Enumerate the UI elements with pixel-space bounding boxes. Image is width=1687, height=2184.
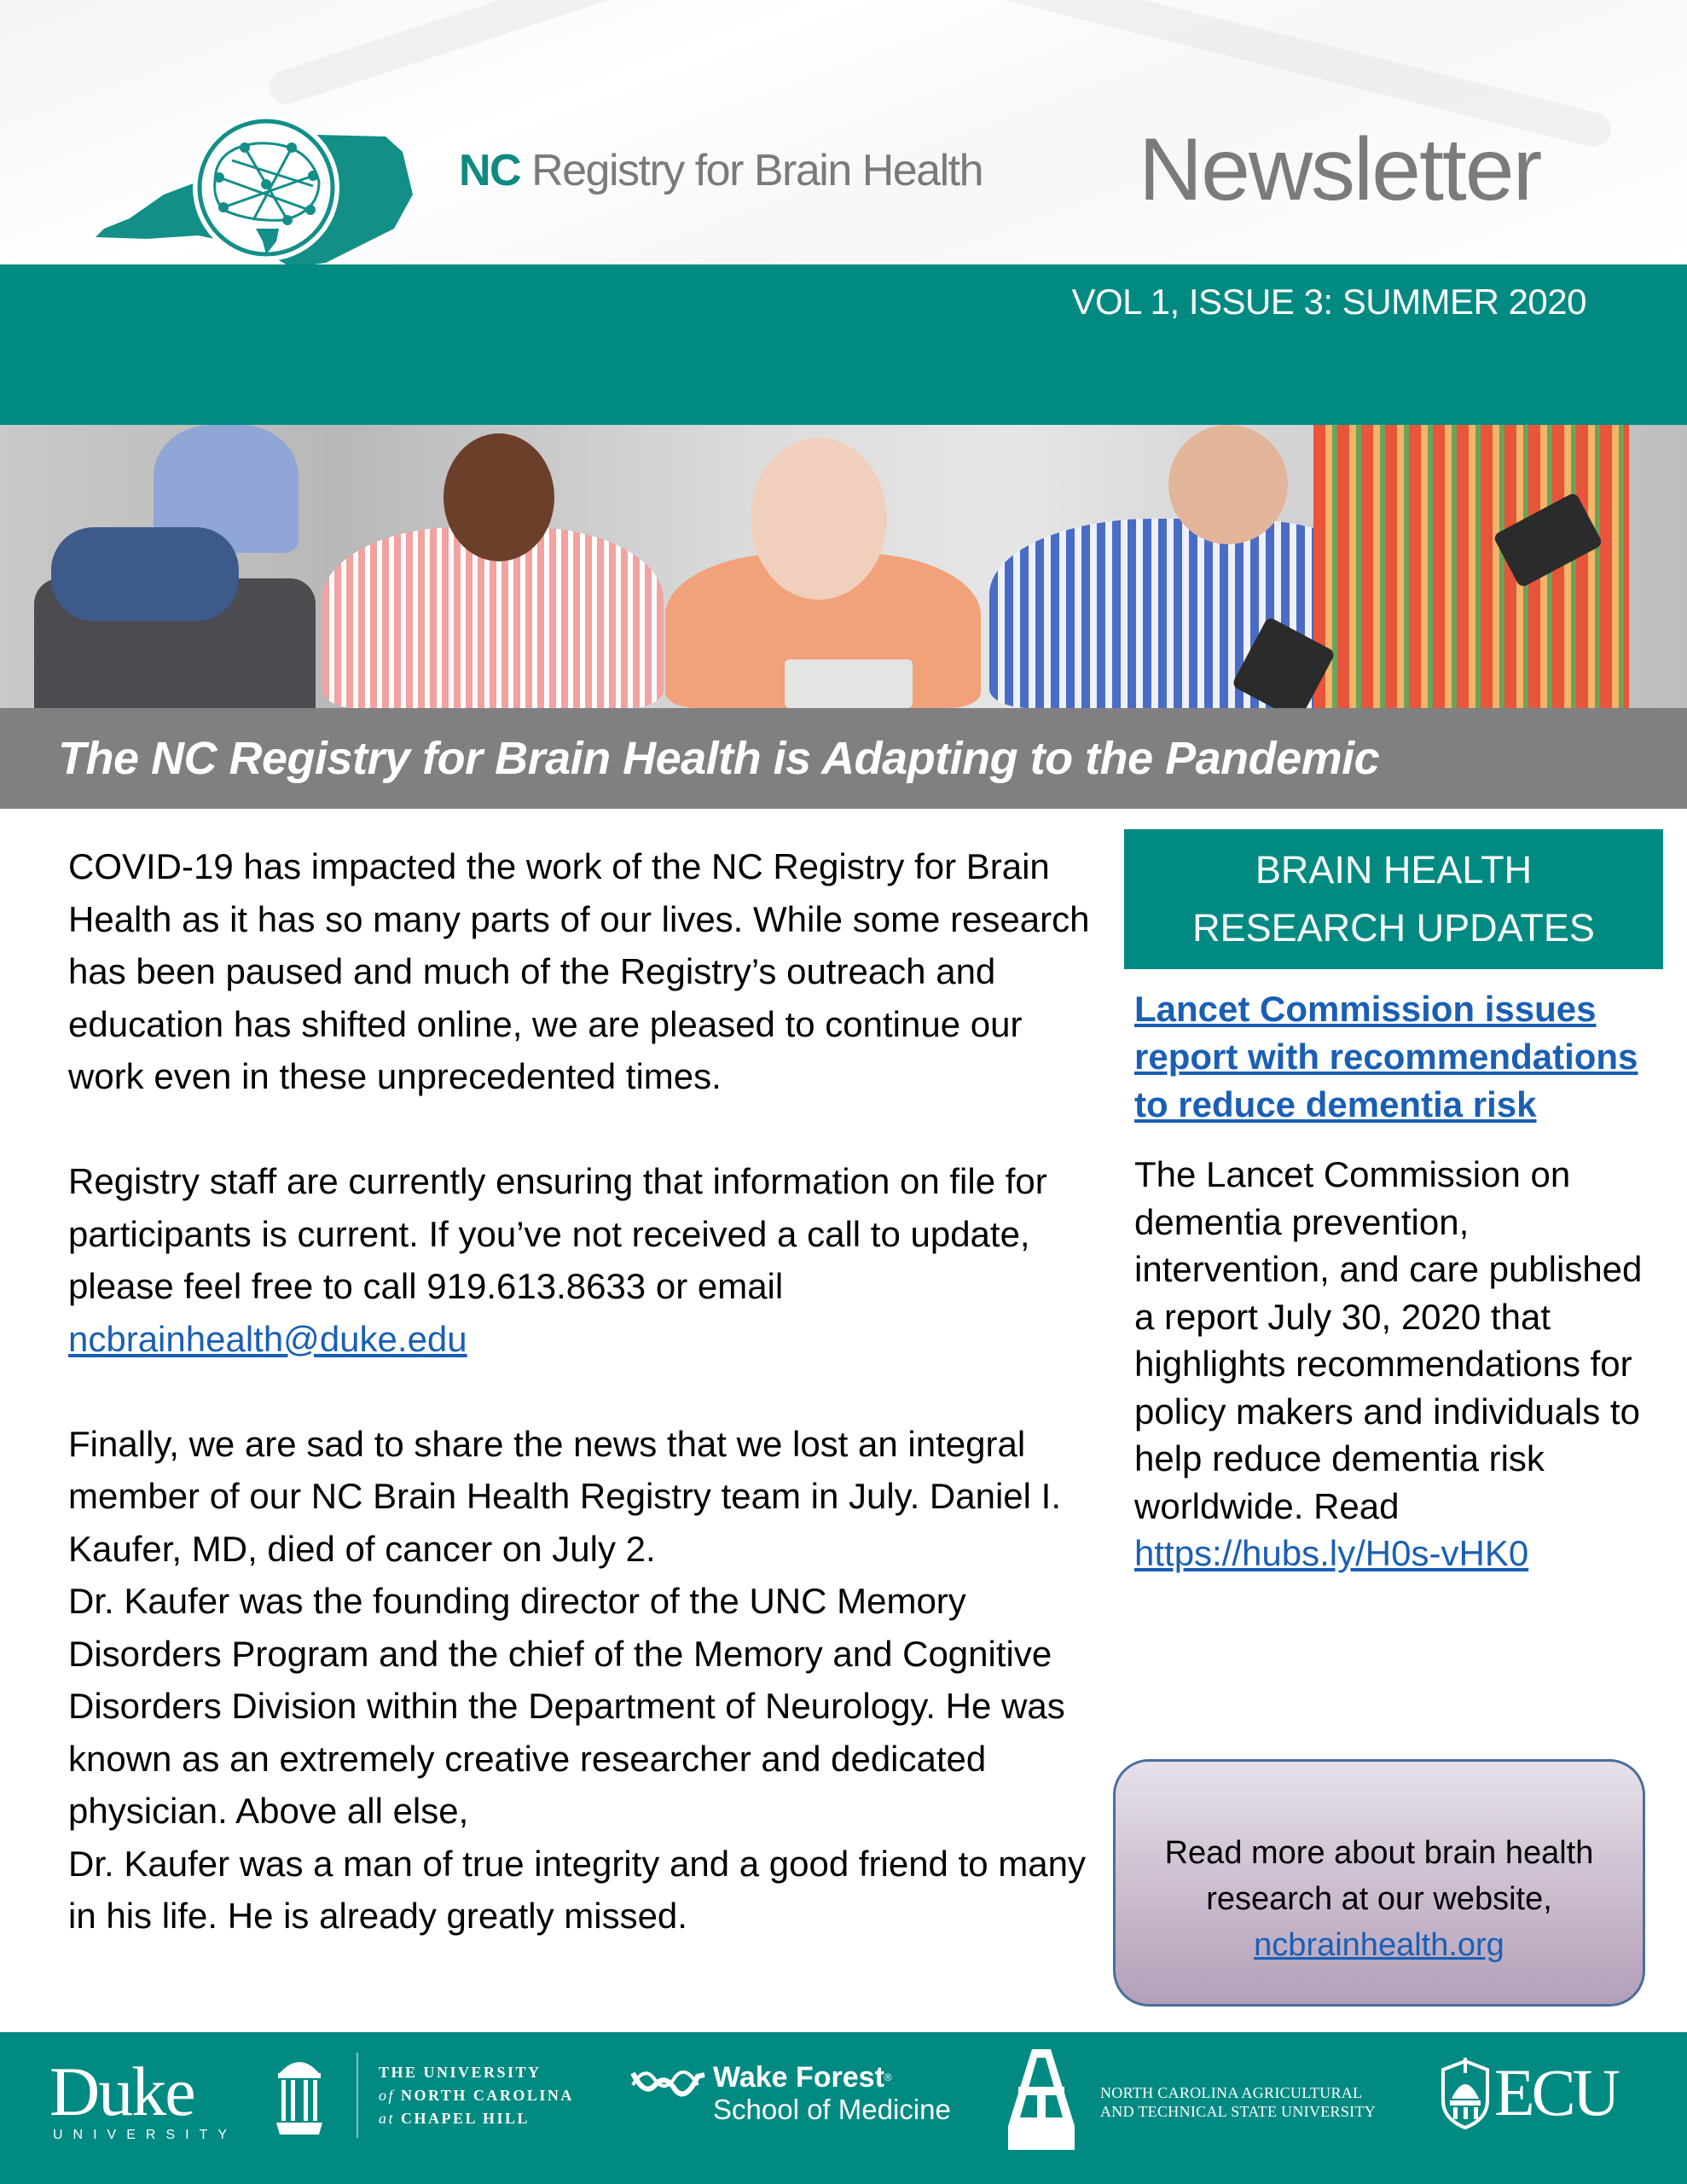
article-url-link[interactable]: https://hubs.ly/H0s-vHK0: [1134, 1533, 1529, 1573]
wake-forest-icon: [629, 2068, 708, 2102]
memorial-text-1: Finally, we are sad to share the news that we lost an integral member of our NC Brain Health Registry team in July. Daniel I. Kaufer, MD, died of cancer on July 2.: [68, 1423, 1061, 1569]
unc-prefix: at: [379, 2110, 396, 2127]
paragraph-contact: [68, 1155, 1092, 1365]
tablet-shape: [785, 659, 913, 708]
logo-divider: [357, 2053, 358, 2138]
logo-name: Registry for Brain Health: [531, 146, 983, 195]
person-shape: [1168, 425, 1288, 544]
unc-text: CHAPEL HILL: [401, 2110, 530, 2127]
registered-mark: ®: [884, 2071, 892, 2083]
at-line-2: AND TECHNICAL STATE UNIVERSITY: [1100, 2103, 1377, 2120]
main-article: [68, 840, 1092, 1943]
paragraph-contact-text: Registry staff are currently ensuring that information on file for participants is current. If you’ve not received a call to update, please feel free to call 919.613.8633 or email: [68, 1161, 1047, 1306]
website-callout: [1113, 1759, 1645, 2007]
research-updates-heading: [1124, 829, 1663, 969]
nc-at-logo-text: [1100, 2083, 1376, 2121]
logo-prefix: NC: [459, 146, 521, 195]
duke-logo: [49, 2053, 238, 2143]
hero-photo: [0, 425, 1687, 708]
research-article: [1134, 985, 1663, 1577]
nc-at-icon: [1006, 2049, 1076, 2150]
article-title: The NC Registry for Brain Health is Adapting to the Pandemic: [58, 733, 1380, 784]
nc-brain-logo-icon: [96, 101, 420, 264]
background-decoration: [265, 0, 844, 108]
ecu-wordmark: ECU: [1494, 2055, 1617, 2129]
ecu-cupola-icon: [1438, 2058, 1493, 2129]
callout-text: Read more about brain health research at our website,: [1164, 1835, 1594, 1917]
person-shape: [51, 527, 239, 621]
newsletter-title: Newsletter: [1139, 120, 1541, 219]
wf-name: Wake Forest: [713, 2061, 884, 2094]
wf-line-2: School of Medicine: [713, 2094, 951, 2125]
unc-logo-text: [379, 2061, 574, 2130]
issue-label: VOL 1, ISSUE 3: SUMMER 2020: [1071, 282, 1586, 322]
unc-line-2: [379, 2084, 574, 2107]
website-link[interactable]: ncbrainhealth.org: [1254, 1927, 1504, 1963]
wf-line-1: [713, 2061, 951, 2094]
unc-line-3: [379, 2107, 574, 2130]
old-well-icon: [275, 2054, 324, 2136]
email-link[interactable]: ncbrainhealth@duke.edu: [68, 1318, 467, 1359]
unc-text: NORTH CAROLINA: [401, 2087, 574, 2104]
partner-footer: [0, 2032, 1687, 2184]
masthead: [0, 0, 1687, 264]
article-headline-link[interactable]: Lancet Commission issues report with recommendations to reduce dementia risk: [1134, 989, 1638, 1124]
article-body: [1134, 1151, 1663, 1577]
memorial-text-2: Dr. Kaufer was the founding director of the UNC Memory Disorders Program and the chief of the Memory and Cognitive Disorders Division within the Department of Neurology. He was known as an extremely creative researcher and dedicated physician. Above all else,: [68, 1581, 1065, 1831]
paragraph-memorial: [68, 1418, 1092, 1943]
duke-wordmark: Duke: [49, 2053, 194, 2130]
article-body-text: The Lancet Commission on dementia prevention, intervention, and care published a report July 30, 2020 that highlights recommendations for policy makers and individuals to help reduce dementia risk worldwide. Read: [1134, 1154, 1643, 1526]
person-shape: [1313, 425, 1629, 708]
at-line-1: NORTH CAROLINA AGRICULTURAL: [1100, 2084, 1363, 2101]
article-title-bar: [0, 708, 1687, 809]
unc-line-1: THE UNIVERSITY: [379, 2064, 542, 2081]
person-shape: [751, 438, 887, 600]
memorial-text-3: Dr. Kaufer was a man of true integrity and a good friend to many in his life. He is already greatly missed.: [68, 1843, 1086, 1936]
wake-forest-logo-text: [713, 2061, 951, 2126]
duke-subtitle: UNIVERSITY: [53, 2128, 238, 2142]
heading-line-2: RESEARCH UPDATES: [1192, 906, 1595, 950]
heading-line-1: BRAIN HEALTH: [1255, 848, 1533, 892]
person-shape: [443, 433, 554, 561]
unc-prefix: of: [379, 2087, 396, 2104]
logo-wordmark: [459, 145, 983, 196]
paragraph-intro: COVID-19 has impacted the work of the NC Registry for Brain Health as it has so many parts of our lives. While some research has been paused and much of the Registry’s outreach and education has shifted online, we are pleased to continue our work even in these unprecedented times.: [68, 846, 1090, 1096]
